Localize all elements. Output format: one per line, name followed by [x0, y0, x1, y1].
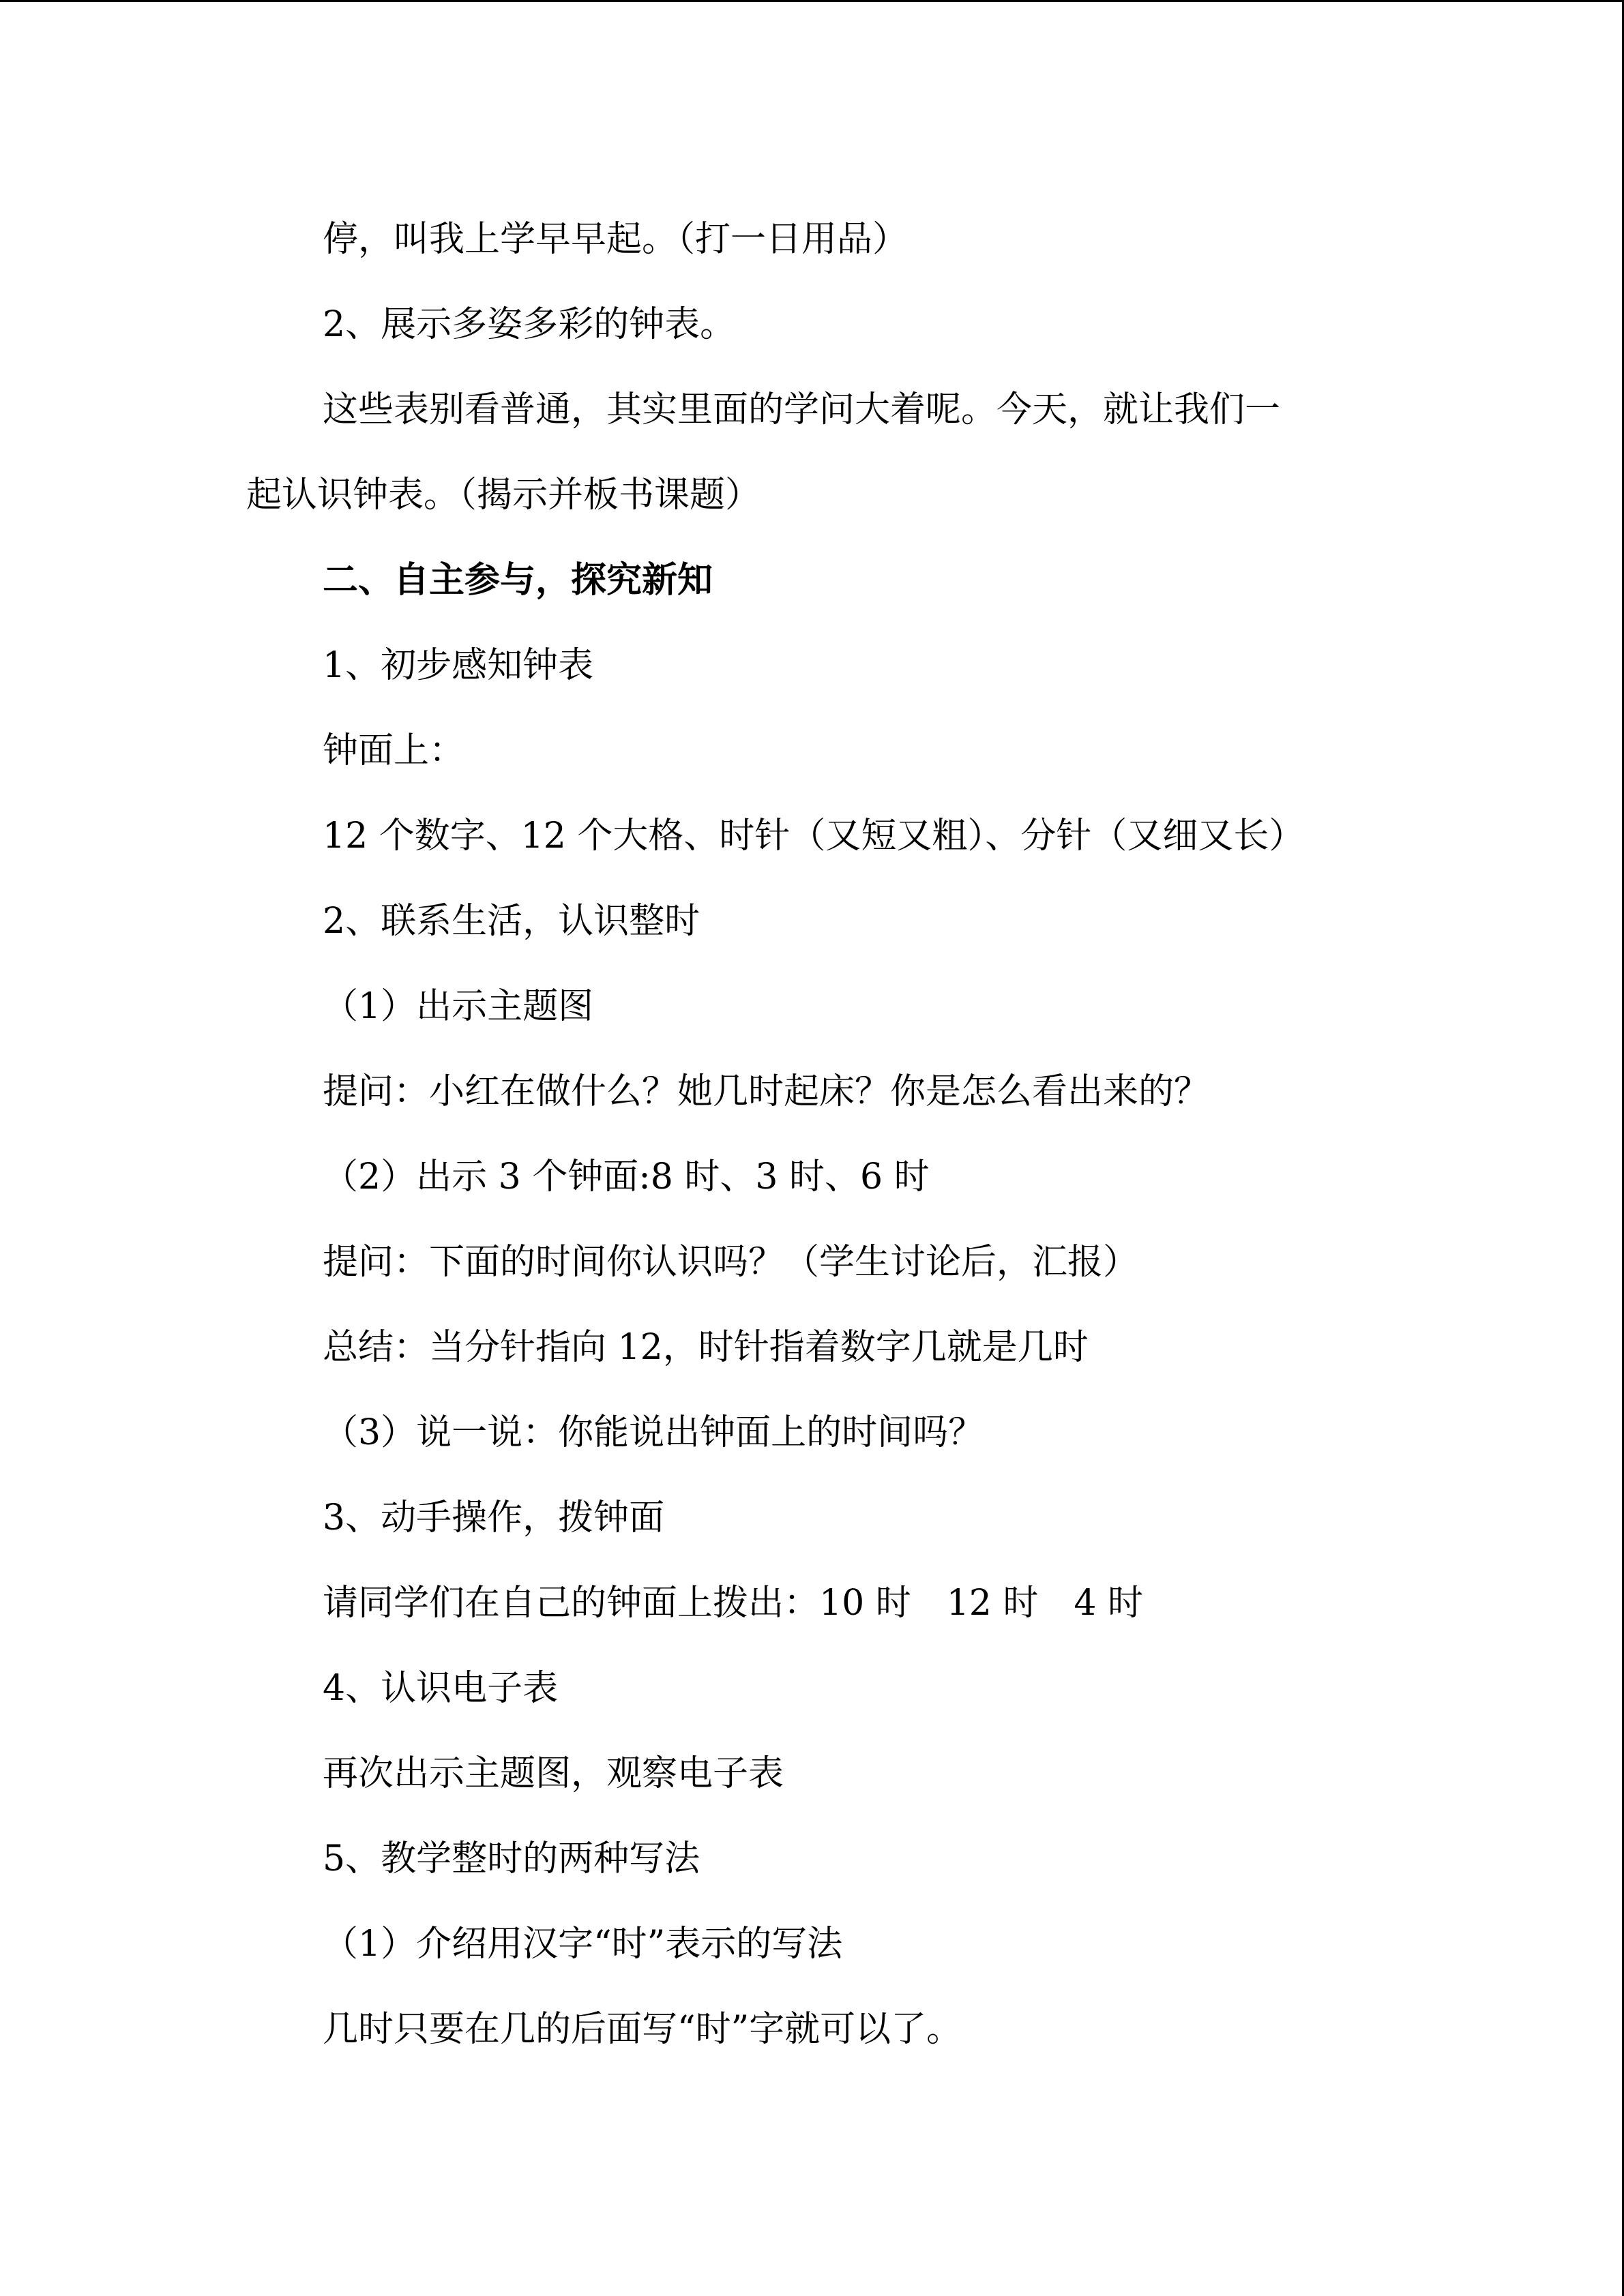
paragraph-step-2: 2、联系生活，认识整时 — [323, 901, 700, 942]
top-border — [0, 0, 1624, 2]
paragraph-riddle-end: 停，叫我上学早早起。（打一日用品） — [323, 219, 909, 260]
paragraph-sub-3: （3）说一说：你能说出钟面上的时间吗？ — [323, 1412, 984, 1453]
paragraph-sub-1: （1）出示主题图 — [323, 986, 594, 1027]
paragraph-intro-line-1: 这些表别看普通，其实里面的学问大着呢。今天，就让我们一 — [323, 389, 1281, 430]
paragraph-show-clocks: 2、展示多姿多彩的钟表。 — [323, 304, 736, 345]
paragraph-step-5: 5、教学整时的两种写法 — [323, 1838, 700, 1879]
paragraph-sub-2: （2）出示 3 个钟面:8 时、3 时、6 时 — [323, 1157, 930, 1197]
paragraph-step-1: 1、初步感知钟表 — [323, 645, 594, 686]
paragraph-digital-clock: 再次出示主题图，观察电子表 — [323, 1753, 784, 1794]
paragraph-clock-parts: 12 个数字、12 个大格、时针（又短又粗）、分针（又细又长） — [323, 816, 1305, 856]
paragraph-sub-writing-1: （1）介绍用汉字“时”表示的写法 — [323, 1924, 843, 1965]
paragraph-step-4: 4、认识电子表 — [323, 1668, 559, 1709]
paragraph-step-3: 3、动手操作，拨钟面 — [323, 1497, 665, 1538]
paragraph-set-clock: 请同学们在自己的钟面上拨出：10 时 12 时 4 时 — [323, 1583, 1144, 1624]
paragraph-question-2: 提问：下面的时间你认识吗？（学生讨论后，汇报） — [323, 1242, 1139, 1283]
section-heading: 二、自主参与，探究新知 — [323, 560, 713, 601]
paragraph-intro-line-2: 起认识钟表。（揭示并板书课题） — [246, 475, 761, 516]
paragraph-question-1: 提问：小红在做什么？她几时起床？你是怎么看出来的？ — [323, 1071, 1210, 1112]
paragraph-writing-rule: 几时只要在几的后面写“时”字就可以了。 — [323, 2009, 962, 2050]
paragraph-clock-face: 钟面上： — [323, 730, 465, 771]
paragraph-summary: 总结：当分针指向 12，时针指着数字几就是几时 — [323, 1327, 1089, 1368]
